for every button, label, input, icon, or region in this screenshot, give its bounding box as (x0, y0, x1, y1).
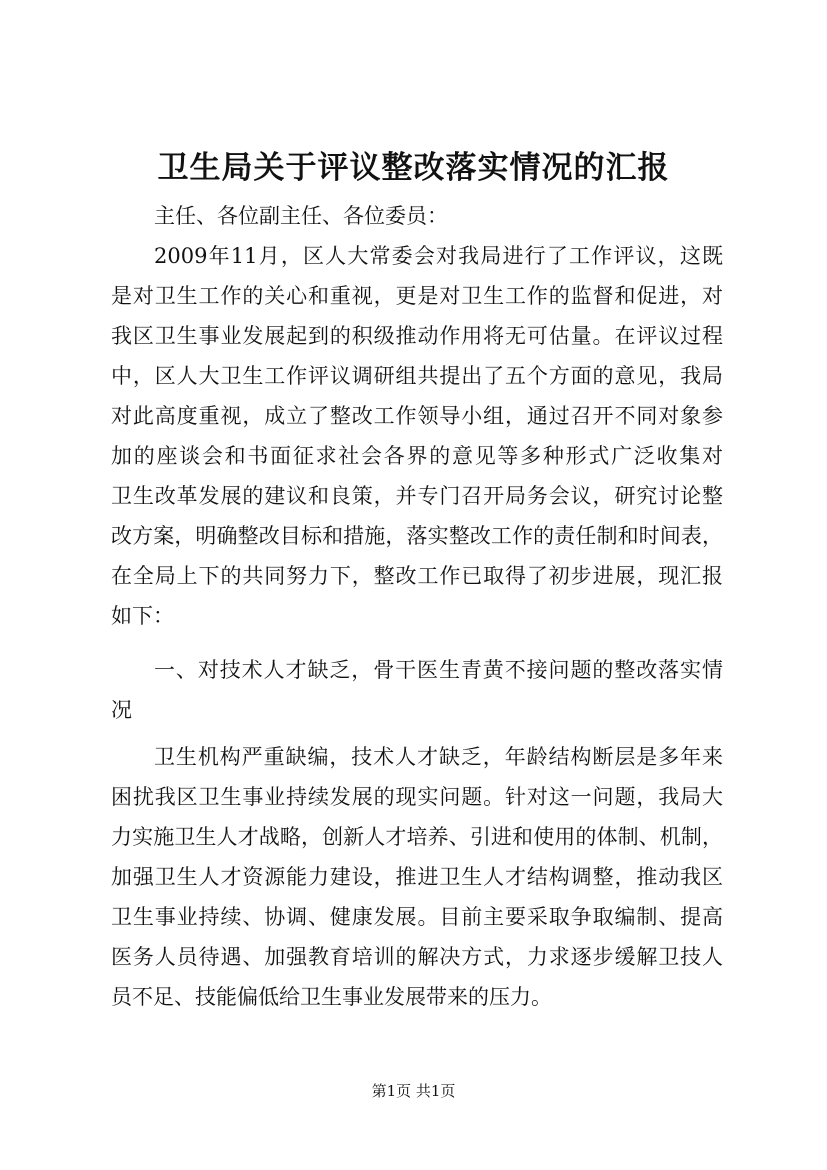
paragraph-line: 困扰我区卫生事业持续发展的现实问题。针对这一问题，我局大 (111, 785, 723, 809)
paragraph-line: 2009年11月，区人大常委会对我局进行了工作评议，这既 (154, 244, 723, 268)
paragraph-line: 是对卫生工作的关心和重视，更是对卫生工作的监督和促进，对 (111, 284, 723, 308)
paragraph-line: 力实施卫生人才战略，创新人才培养、引进和使用的体制、机制， (111, 825, 723, 849)
paragraph-line: 中，区人大卫生工作评议调研组共提出了五个方面的意见，我局 (111, 364, 723, 388)
paragraph-line: 加强卫生人才资源能力建设，推进卫生人才结构调整，推动我区 (111, 865, 723, 889)
salutation: 主任、各位副主任、各位委员： (154, 204, 448, 228)
paragraph-line: 改方案，明确整改目标和措施，落实整改工作的责任制和时间表， (111, 524, 723, 548)
document-title: 卫生局关于评议整改落实情况的汇报 (157, 150, 670, 186)
paragraph-line: 医务人员待遇、加强教育培训的解决方式，力求逐步缓解卫技人 (111, 945, 723, 969)
section-heading-line: 况 (111, 698, 132, 722)
paragraph-line: 在全局上下的共同努力下，整改工作已取得了初步进展，现汇报 (111, 564, 723, 588)
paragraph-line: 员不足、技能偏低给卫生事业发展带来的压力。 (111, 985, 552, 1009)
paragraph-line: 卫生机构严重缺编，技术人才缺乏，年龄结构断层是多年来 (154, 745, 723, 769)
paragraph-line: 我区卫生事业发展起到的积级推动作用将无可估量。在评议过程 (111, 324, 723, 348)
paragraph-line: 卫生事业持续、协调、健康发展。目前主要采取争取编制、提高 (111, 905, 723, 929)
paragraph-line: 卫生改革发展的建议和良策，并专门召开局务会议，研究讨论整 (111, 484, 723, 508)
page-number-footer: 第1页 共1页 (371, 1082, 456, 1100)
paragraph-line: 加的座谈会和书面征求社会各界的意见等多种形式广泛收集对 (111, 444, 723, 468)
paragraph-line: 对此高度重视，成立了整改工作领导小组，通过召开不同对象参 (111, 404, 723, 428)
paragraph-line: 如下： (111, 604, 174, 628)
section-heading-line: 一、对技术人才缺乏，骨干医生青黄不接问题的整改落实情 (154, 658, 723, 682)
